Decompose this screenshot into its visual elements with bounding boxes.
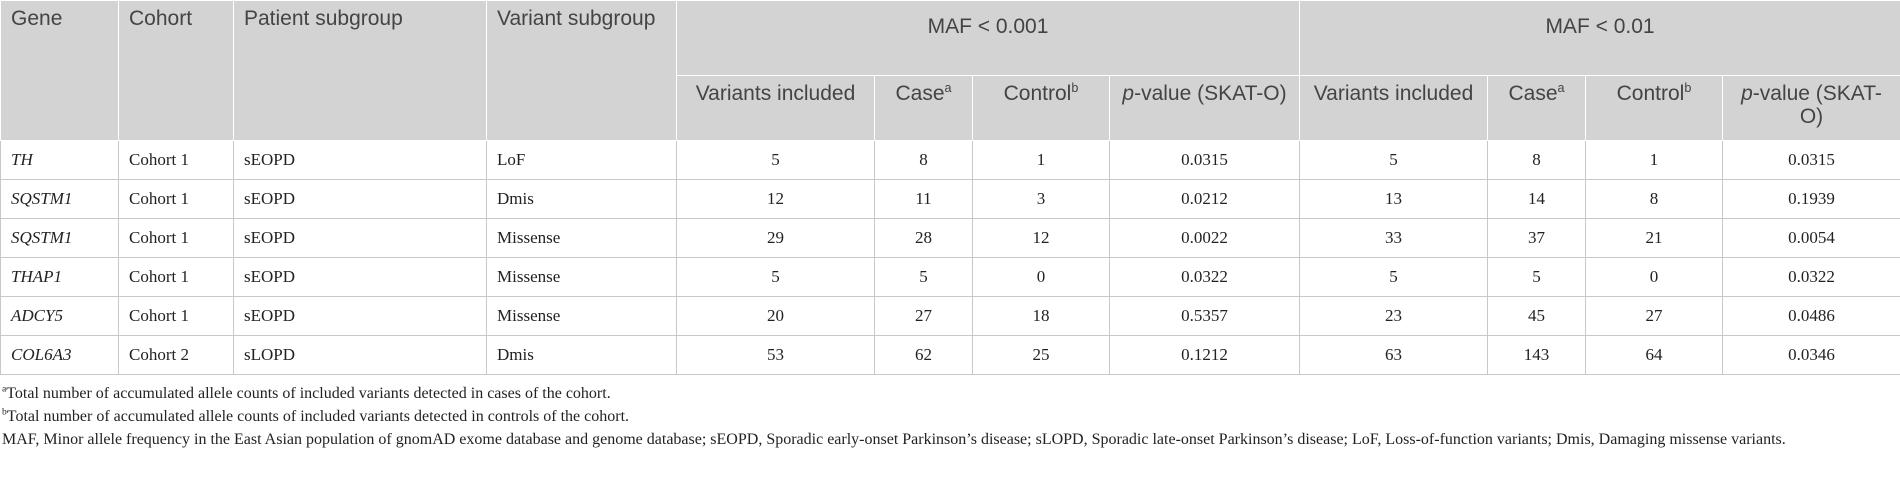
cell-variants-2: 5: [1300, 258, 1488, 297]
cell-case-2: 45: [1488, 297, 1586, 336]
cell-patient-subgroup: sEOPD: [234, 180, 487, 219]
cell-patient-subgroup: sEOPD: [234, 297, 487, 336]
cell-case-1: 8: [875, 141, 973, 180]
table-header: [1, 1, 1900, 141]
cell-cohort: Cohort 2: [119, 336, 234, 375]
cell-cohort: Cohort 1: [119, 258, 234, 297]
header-pvalue-1: p-value (SKAT-O): [1110, 76, 1300, 141]
header-patient-subgroup: Patient subgroup: [234, 1, 487, 141]
cell-control-2: 27: [1586, 297, 1723, 336]
cell-cohort: Cohort 1: [119, 180, 234, 219]
cell-case-1: 27: [875, 297, 973, 336]
cell-patient-subgroup: sLOPD: [234, 336, 487, 375]
cell-variants-2: 5: [1300, 141, 1488, 180]
cell-gene: THAP1: [1, 258, 119, 297]
cell-gene: ADCY5: [1, 297, 119, 336]
cell-gene: SQSTM1: [1, 219, 119, 258]
cell-patient-subgroup: sEOPD: [234, 141, 487, 180]
cell-variants-1: 5: [677, 258, 875, 297]
cell-gene: SQSTM1: [1, 180, 119, 219]
cell-case-1: 62: [875, 336, 973, 375]
cell-variants-1: 5: [677, 141, 875, 180]
cell-pvalue-2: 0.0346: [1723, 336, 1900, 375]
cell-variant-subgroup: Missense: [487, 297, 677, 336]
cell-control-1: 25: [973, 336, 1110, 375]
header-maf-001: MAF < 0.01: [1300, 1, 1900, 76]
cell-control-2: 1: [1586, 141, 1723, 180]
cell-variants-1: 20: [677, 297, 875, 336]
header-case-2: Case$^a$: [1488, 76, 1586, 141]
table-footnotes: [0, 375, 1900, 451]
header-variants-included-1: Variants included: [677, 76, 875, 141]
cell-case-2: 37: [1488, 219, 1586, 258]
cell-control-1: 0: [973, 258, 1110, 297]
cell-control-1: 12: [973, 219, 1110, 258]
cell-case-2: 5: [1488, 258, 1586, 297]
cell-patient-subgroup: sEOPD: [234, 219, 487, 258]
table-row: [1, 141, 1900, 180]
header-case-1: Case$^a$: [875, 76, 973, 141]
header-maf-0001: MAF < 0.001: [677, 1, 1300, 76]
footnote-b: $^b$Total number of accumulated allele counts of included variants detected in controls of the cohort.: [2, 406, 630, 425]
cell-variants-2: 33: [1300, 219, 1488, 258]
cell-pvalue-2: 0.0054: [1723, 219, 1900, 258]
cell-variants-2: 63: [1300, 336, 1488, 375]
cell-cohort: Cohort 1: [119, 219, 234, 258]
cell-pvalue-2: 0.0486: [1723, 297, 1900, 336]
cell-variant-subgroup: Dmis: [487, 180, 677, 219]
cell-case-1: 5: [875, 258, 973, 297]
cell-patient-subgroup: sEOPD: [234, 258, 487, 297]
cell-variants-1: 53: [677, 336, 875, 375]
header-variants-included-2: Variants included: [1300, 76, 1488, 141]
cell-gene: TH: [1, 141, 119, 180]
cell-case-2: 8: [1488, 141, 1586, 180]
cell-variants-1: 12: [677, 180, 875, 219]
cell-pvalue-2: 0.1939: [1723, 180, 1900, 219]
cell-pvalue-1: 0.0322: [1110, 258, 1300, 297]
footnote-abbreviations: MAF, Minor allele frequency in the East Asian population of gnomAD exome database and genome database; sEOPD, Sporadic early-onset Parkinson’s disease; sLOPD, Sporadic late-onset Parkinson’s disease; LoF, Loss-of-function variants; Dmis, Damaging missense variants.: [2, 431, 1786, 448]
cell-variant-subgroup: Missense: [487, 219, 677, 258]
cell-pvalue-1: 0.0315: [1110, 141, 1300, 180]
cell-case-1: 11: [875, 180, 973, 219]
cell-control-1: 3: [973, 180, 1110, 219]
cell-pvalue-2: 0.0322: [1723, 258, 1900, 297]
footnote-a: $^a$Total number of accumulated allele counts of included variants detected in cases of the cohort.: [2, 383, 611, 402]
cell-control-2: 64: [1586, 336, 1723, 375]
header-cohort: Cohort: [119, 1, 234, 141]
header-variant-subgroup: Variant subgroup: [487, 1, 677, 141]
cell-control-2: 8: [1586, 180, 1723, 219]
header-control-1: Control$^b$: [973, 76, 1110, 141]
cell-variants-2: 23: [1300, 297, 1488, 336]
cell-pvalue-2: 0.0315: [1723, 141, 1900, 180]
table-row: [1, 297, 1900, 336]
cell-pvalue-1: 0.1212: [1110, 336, 1300, 375]
table-row: [1, 180, 1900, 219]
table-body: [1, 141, 1900, 375]
cell-control-2: 21: [1586, 219, 1723, 258]
cell-pvalue-1: 0.0022: [1110, 219, 1300, 258]
cell-case-2: 143: [1488, 336, 1586, 375]
header-gene: Gene: [1, 1, 119, 141]
header-pvalue-2: p-value (SKAT-O): [1723, 76, 1900, 141]
cell-pvalue-1: 0.0212: [1110, 180, 1300, 219]
cell-control-1: 1: [973, 141, 1110, 180]
cell-variant-subgroup: LoF: [487, 141, 677, 180]
cell-variants-1: 29: [677, 219, 875, 258]
cell-pvalue-1: 0.5357: [1110, 297, 1300, 336]
table-row: [1, 336, 1900, 375]
cell-variant-subgroup: Missense: [487, 258, 677, 297]
cell-cohort: Cohort 1: [119, 141, 234, 180]
cell-control-1: 18: [973, 297, 1110, 336]
cell-gene: COL6A3: [1, 336, 119, 375]
cell-case-1: 28: [875, 219, 973, 258]
header-control-2: Control$^b$: [1586, 76, 1723, 141]
cell-variants-2: 13: [1300, 180, 1488, 219]
cell-control-2: 0: [1586, 258, 1723, 297]
cell-variant-subgroup: Dmis: [487, 336, 677, 375]
table-row: [1, 219, 1900, 258]
cell-case-2: 14: [1488, 180, 1586, 219]
table-row: [1, 258, 1900, 297]
cell-cohort: Cohort 1: [119, 297, 234, 336]
